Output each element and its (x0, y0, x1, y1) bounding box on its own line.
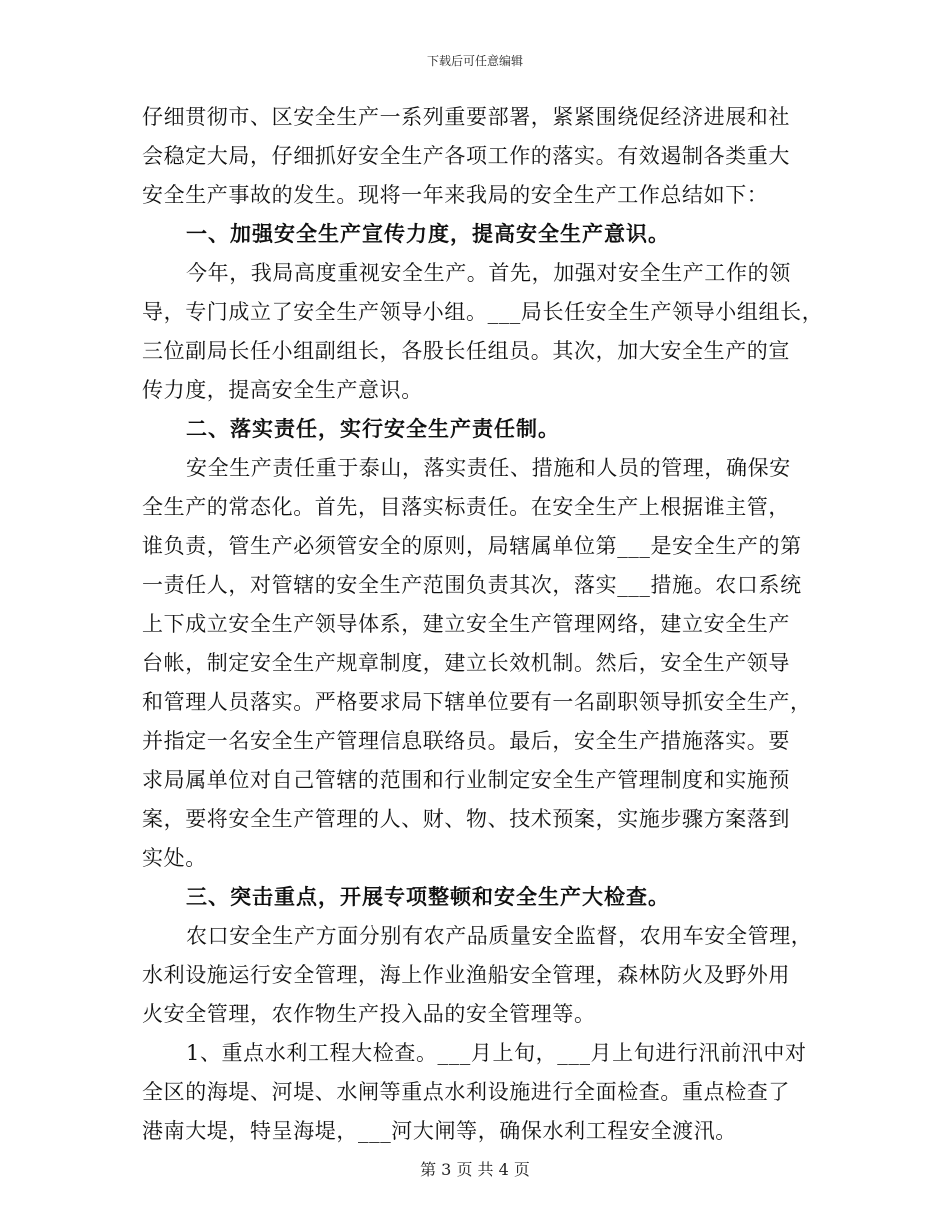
paragraph-line: 台帐，制定安全生产规章制度，建立长效机制。然后，安全生产领导 (142, 651, 790, 675)
paragraph-line: 求局属单位对自己管辖的范围和行业制定安全生产管理制度和实施预 (142, 768, 790, 792)
page-header-note: 下载后可任意编辑 (426, 54, 523, 68)
paragraph-line: 全生产的常态化。首先，目落实标责任。在安全生产上根据谁主管， (142, 495, 790, 519)
section-heading: 二、落实责任，实行安全生产责任制。 (186, 417, 560, 441)
paragraph-line: 安全生产责任重于泰山，落实责任、措施和人员的管理，确保安 (186, 456, 791, 480)
paragraph-line: 谁负责，管生产必须管安全的原则，局辖属单位第___是安全生产的第 (142, 534, 802, 558)
paragraph-line: 一责任人，对管辖的安全生产范围负责其次，落实___措施。农口系统 (142, 573, 802, 597)
paragraph-line: 三位副局长任小组副组长，各股长任组员。其次，加大安全生产的宣 (142, 339, 790, 363)
paragraph-line: 实处。 (142, 846, 207, 870)
paragraph-line: 仔细贯彻市、区安全生产一系列重要部署，紧紧围绕促经济进展和社 (142, 105, 790, 129)
paragraph-line: 上下成立安全生产领导体系，建立安全生产管理网络，建立安全生产 (142, 612, 790, 636)
paragraph-line: 导，专门成立了安全生产领导小组。___局长任安全生产领导小组组长， (142, 300, 824, 324)
paragraph-line: 传力度，提高安全生产意识。 (142, 378, 423, 402)
paragraph-line: 案，要将安全生产管理的人、财、物、技术预案，实施步骤方案落到 (142, 807, 790, 831)
paragraph-line: 和管理人员落实。严格要求局下辖单位要有一名副职领导抓安全生产， (142, 690, 812, 714)
paragraph-line: 全区的海堤、河堤、水闸等重点水利设施进行全面检查。重点检查了 (142, 1080, 790, 1104)
paragraph-line: 安全生产事故的发生。现将一年来我局的安全生产工作总结如下： (142, 183, 769, 207)
paragraph-line: 并指定一名安全生产管理信息联络员。最后，安全生产措施落实。要 (142, 729, 790, 753)
section-heading: 一、加强安全生产宣传力度，提高安全生产意识。 (186, 222, 670, 246)
section-heading: 三、突击重点，开展专项整顿和安全生产大检查。 (186, 885, 670, 909)
page-footer: 第 3 页 共 4 页 (420, 1160, 530, 1179)
paragraph-line: 港南大堤，特呈海堤，___河大闸等，确保水利工程安全渡汛。 (142, 1119, 737, 1143)
paragraph-line: 1、重点水利工程大检查。___月上旬，___月上旬进行汛前汛中对 (186, 1041, 807, 1065)
paragraph-line: 农口安全生产方面分别有农产品质量安全监督，农用车安全管理， (186, 924, 813, 948)
paragraph-line: 水利设施运行安全管理，海上作业渔船安全管理，森林防火及野外用 (142, 963, 790, 987)
paragraph-line: 今年，我局高度重视安全生产。首先，加强对安全生产工作的领 (186, 261, 791, 285)
paragraph-line: 会稳定大局，仔细抓好安全生产各项工作的落实。有效遏制各类重大 (142, 144, 790, 168)
paragraph-line: 火安全管理，农作物生产投入品的安全管理等。 (142, 1002, 596, 1026)
document-body (142, 98, 822, 1151)
